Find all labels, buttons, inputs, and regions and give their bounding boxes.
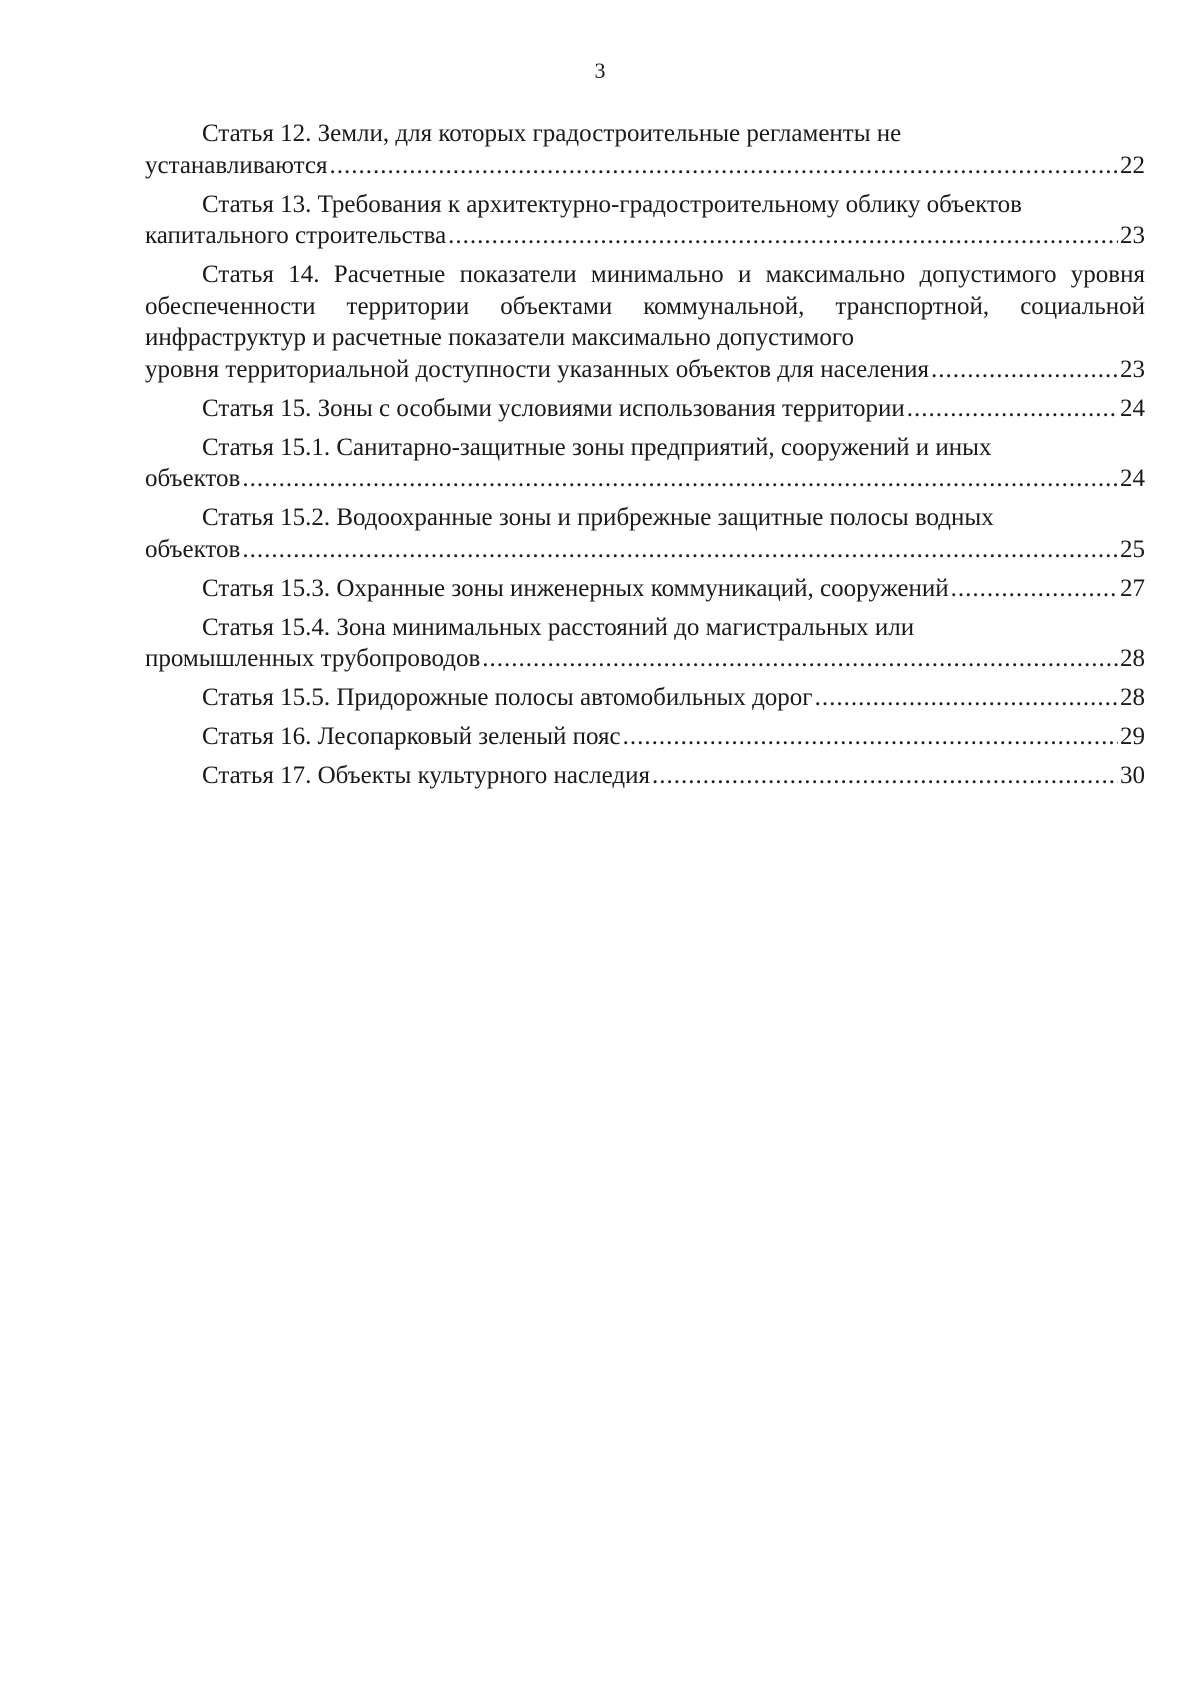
toc-entry-title: Статья 15.4. Зона минимальных расстояний до магистральных или — [202, 613, 915, 641]
dot-leader — [951, 573, 1118, 605]
toc-entry-title-end: уровня территориальной доступности указанных объектов для населения — [145, 355, 930, 383]
dot-leader — [815, 682, 1118, 714]
toc-entry-article-15[interactable] — [145, 393, 1145, 425]
dot-leader — [652, 760, 1118, 792]
toc-entry-title: Статья 16. Лесопарковый зеленый пояс — [202, 723, 621, 750]
toc-entry-title: Статья 15. Зоны с особыми условиями использования территории — [202, 394, 905, 422]
toc-entry-title-end: промышленных трубопроводов — [145, 645, 481, 672]
toc-page-number: 30 — [1120, 762, 1145, 789]
dot-leader — [931, 354, 1118, 386]
toc-entry-title-end: объектов — [145, 465, 241, 492]
dot-leader — [242, 534, 1118, 566]
table-of-contents — [145, 118, 1145, 799]
toc-page-number: 22 — [1120, 151, 1145, 179]
toc-entry-article-15-2[interactable] — [145, 502, 1145, 565]
toc-entry-title: Статья 17. Объекты культурного наследия — [202, 762, 650, 789]
toc-entry-title-end: капитального строительства — [145, 222, 447, 249]
dot-leader — [448, 220, 1118, 252]
toc-entry-article-16[interactable] — [145, 721, 1145, 753]
toc-page-number: 28 — [1120, 684, 1145, 711]
toc-entry-title-end: устанавливаются — [145, 151, 328, 179]
toc-entry-article-15-3[interactable] — [145, 573, 1145, 605]
toc-page-number: 23 — [1120, 222, 1145, 249]
toc-entry-title-end: объектов — [145, 535, 241, 563]
toc-entry-article-12[interactable] — [145, 118, 1145, 181]
toc-entry-title: Статья 12. Земли, для которых градостроительные регламенты не — [202, 120, 902, 147]
toc-entry-title: Статья 14. Расчетные показатели минимально и максимально допустимого уровня обеспеченности территории объектами коммунальной, транспортной, социальной инфраструктур и расчетные показатели максимально допустимого — [145, 261, 1145, 351]
dot-leader — [907, 393, 1118, 425]
toc-page-number: 29 — [1120, 723, 1145, 750]
toc-page-number: 28 — [1120, 645, 1145, 672]
toc-entry-title: Статья 15.2. Водоохранные зоны и прибрежные защитные полосы водных — [202, 504, 994, 531]
toc-entry-article-15-1[interactable] — [145, 432, 1145, 495]
toc-page-number: 25 — [1120, 535, 1145, 563]
toc-entry-title: Статья 15.1. Санитарно-защитные зоны предприятий, сооружений и иных — [202, 433, 992, 461]
toc-entry-article-15-4[interactable] — [145, 612, 1145, 675]
toc-entry-article-15-5[interactable] — [145, 682, 1145, 714]
dot-leader — [242, 463, 1118, 495]
toc-entry-article-17[interactable] — [145, 760, 1145, 792]
toc-page-number: 24 — [1120, 394, 1145, 422]
toc-entry-title: Статья 13. Требования к архитектурно-градостроительному облику объектов — [202, 190, 1022, 218]
dot-leader — [482, 643, 1118, 675]
dot-leader — [623, 721, 1118, 753]
toc-entry-title: Статья 15.5. Придорожные полосы автомобильных дорог — [202, 684, 813, 711]
toc-page-number: 27 — [1120, 574, 1145, 602]
dot-leader — [329, 150, 1118, 182]
toc-page-number: 24 — [1120, 465, 1145, 492]
toc-entry-article-14[interactable] — [145, 259, 1145, 385]
toc-entry-title: Статья 15.3. Охранные зоны инженерных коммуникаций, сооружений — [202, 574, 949, 602]
page-number: 3 — [594, 58, 606, 83]
toc-entry-article-13[interactable] — [145, 189, 1145, 252]
toc-page-number: 23 — [1120, 355, 1145, 383]
